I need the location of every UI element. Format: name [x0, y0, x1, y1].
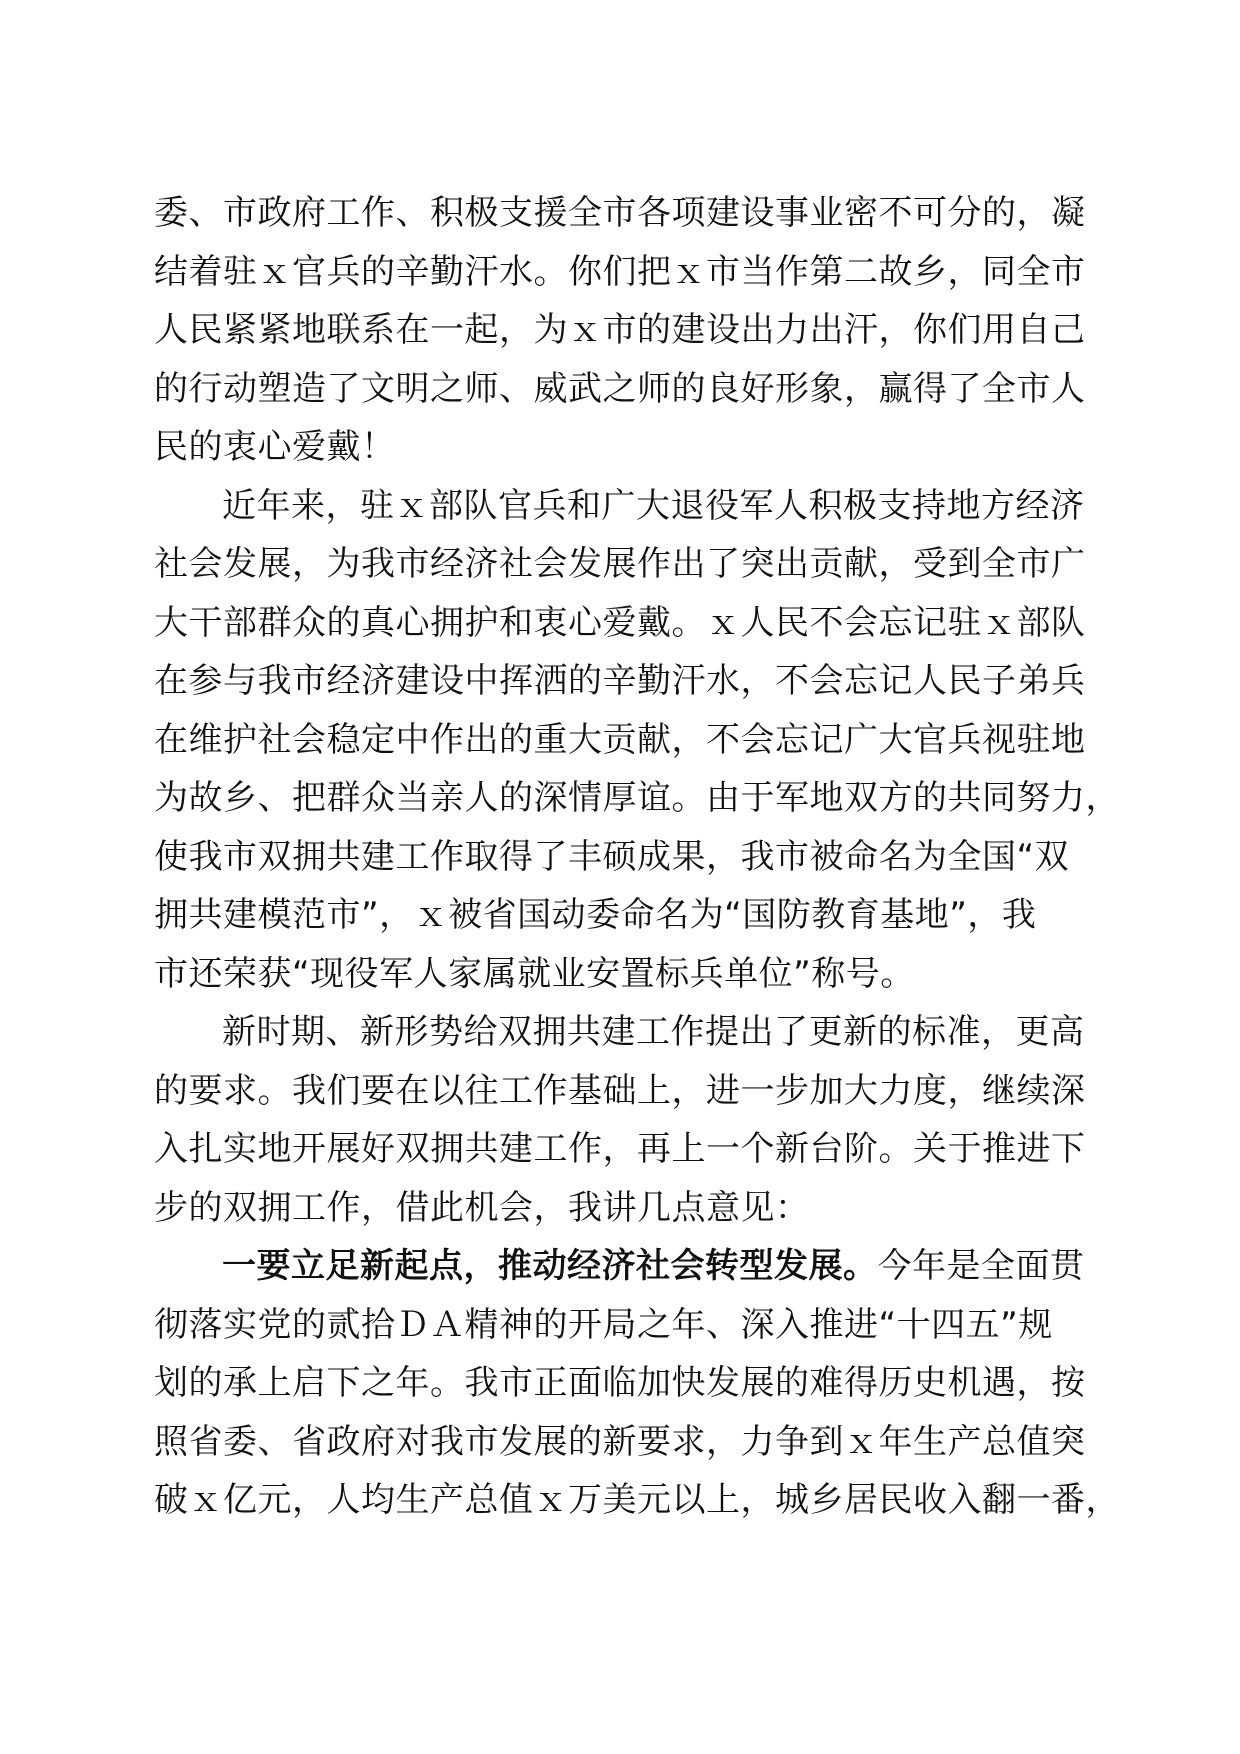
paragraph-line: 市还荣获“现役军人家属就业安置标兵单位”称号。 — [154, 953, 915, 994]
paragraph-line: 拥共建模范市”，ｘ被省国动委命名为“国防教育基地”，我 — [154, 895, 1037, 935]
paragraph-line: 破ｘ亿元，人均生产总值ｘ万美元以上，城乡居民收入翻一番， — [154, 1480, 1120, 1520]
paragraph-line: 近年来，驻ｘ部队官兵和广大退役军人积极支持地方经济 — [222, 485, 1085, 526]
paragraph-line: 社会发展，为我市经济社会发展作出了突出贡献，受到全市广 — [154, 544, 1086, 584]
section-heading: 一要立足新起点，推动经济社会转型发展。 — [222, 1246, 878, 1286]
document-body — [154, 184, 1120, 1530]
paragraph-line: 入扎实地开展好双拥共建工作，再上一个新台阶。关于推进下 — [154, 1129, 1086, 1169]
paragraph-line: 委、市政府工作、积极支援全市各项建设事业密不可分的，凝 — [154, 193, 1086, 233]
paragraph-line: 的行动塑造了文明之师、威武之师的良好形象，赢得了全市人 — [154, 368, 1086, 409]
paragraph-line: 彻落实党的贰拾ＤＡ精神的开局之年、深入推进“十四五”规 — [154, 1304, 1053, 1345]
paragraph-text: 今年是全面贯 — [877, 1246, 1085, 1286]
paragraph-line: 民的衷心爱戴！ — [154, 427, 396, 467]
paragraph-line: 大干部群众的真心拥护和衷心爱戴。ｘ人民不会忘记驻ｘ部队 — [154, 602, 1086, 643]
paragraph-line: 在参与我市经济建设中挥洒的辛勤汗水，不会忘记人民子弟兵 — [154, 661, 1086, 701]
paragraph-line: 照省委、省政府对我市发展的新要求，力争到ｘ年生产总值突 — [154, 1421, 1086, 1462]
paragraph-line: 步的双拥工作，借此机会，我讲几点意见： — [154, 1187, 810, 1228]
paragraph-line: 划的承上启下之年。我市正面临加快发展的难得历史机遇，按 — [154, 1363, 1086, 1403]
paragraph-line: 新时期、新形势给双拥共建工作提出了更新的标准，更高 — [222, 1012, 1085, 1052]
paragraph-line: 人民紧紧地联系在一起，为ｘ市的建设出力出汗，你们用自己 — [154, 310, 1086, 350]
paragraph-line — [154, 1237, 1094, 1296]
paragraph-line: 结着驻ｘ官兵的辛勤汗水。你们把ｘ市当作第二故乡，同全市 — [154, 251, 1086, 292]
paragraph-line: 为故乡、把群众当亲人的深情厚谊。由于军地双方的共同努力， — [154, 778, 1120, 818]
paragraph-line: 使我市双拥共建工作取得了丰硕成果，我市被命名为全国“双 — [154, 836, 1070, 877]
paragraph-line: 的要求。我们要在以往工作基础上，进一步加大力度，继续深 — [154, 1070, 1086, 1111]
paragraph-line: 在维护社会稳定中作出的重大贡献，不会忘记广大官兵视驻地 — [154, 719, 1086, 760]
